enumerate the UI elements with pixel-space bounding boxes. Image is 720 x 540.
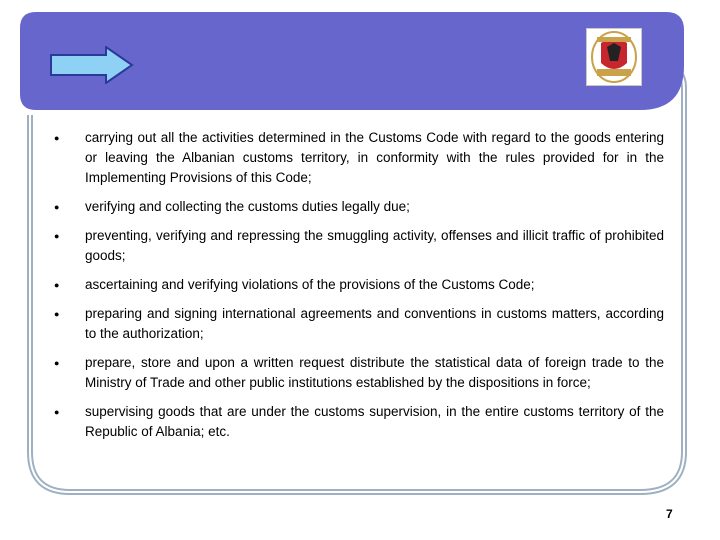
bullet-icon: ● <box>54 309 60 319</box>
list-item <box>52 304 664 344</box>
list-item-text: preventing, verifying and repressing the smuggling activity, offenses and illicit traffic of prohibited goods; <box>85 228 664 263</box>
list-item <box>52 402 664 442</box>
customs-logo <box>586 28 642 86</box>
right-arrow-icon <box>50 46 134 84</box>
bullet-icon: ● <box>54 358 60 368</box>
list-item-text: supervising goods that are under the customs supervision, in the entire customs territory of the Republic of Albania; etc. <box>85 404 664 439</box>
bullet-icon: ● <box>54 202 60 212</box>
bullet-list <box>52 128 664 451</box>
list-item <box>52 226 664 266</box>
list-item-text: carrying out all the activities determined in the Customs Code with regard to the goods entering or leaving the Albanian customs territory, in conformity with the rules provided for in the Implementing Provisions of this Code; <box>85 130 664 185</box>
list-item <box>52 275 664 295</box>
list-item-text: prepare, store and upon a written request distribute the statistical data of foreign trade to the Ministry of Trade and other public institutions established by the dispositions in force; <box>85 355 664 390</box>
list-item <box>52 128 664 188</box>
bullet-icon: ● <box>54 231 60 241</box>
list-item <box>52 353 664 393</box>
albanian-customs-emblem-icon <box>587 29 641 85</box>
list-item-text: verifying and collecting the customs duties legally due; <box>85 199 410 214</box>
bullet-icon: ● <box>54 280 60 290</box>
bullet-icon: ● <box>54 133 60 143</box>
page-number: 7 <box>666 507 673 521</box>
list-item-text: ascertaining and verifying violations of the provisions of the Customs Code; <box>85 277 535 292</box>
bullet-icon: ● <box>54 407 60 417</box>
list-item <box>52 197 664 217</box>
list-item-text: preparing and signing international agreements and conventions in customs matters, according to the authorization; <box>85 306 664 341</box>
